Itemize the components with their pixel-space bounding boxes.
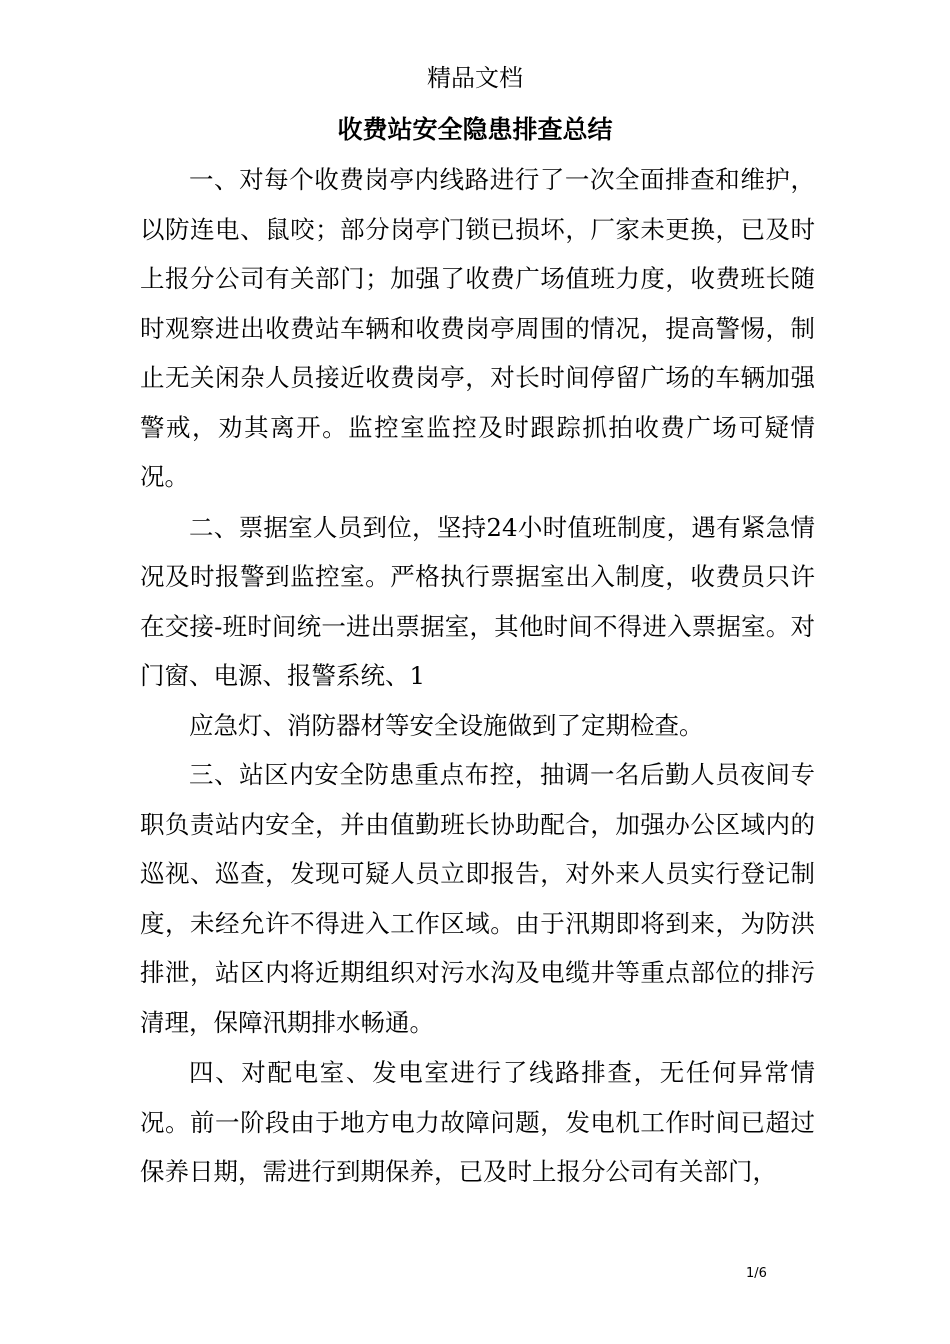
document-body	[140, 155, 815, 1197]
document-title: 收费站安全隐患排查总结	[337, 115, 613, 144]
paragraph-3: 应急灯、消防器材等安全设施做到了定期检查。	[189, 710, 704, 740]
paragraph-5: 四、对配电室、发电室进行了线路排查，无任何异常情况。前一阶段由于地方电力故障问题，发电机工作时间已超过保养日期，需进行到期保养，已及时上报分公司有关部门，	[140, 1058, 815, 1186]
page-header: 精品文档	[427, 64, 523, 92]
paragraph-4: 三、站区内安全防患重点布控，抽调一名后勤人员夜间专职负责站内安全，并由值勤班长协助配合，加强办公区域内的巡视、巡查，发现可疑人员立即报告，对外来人员实行登记制度，未经允许不得进入工作区域。由于汛期即将到来，为防洪排泄，站区内将近期组织对污水沟及电缆井等重点部位的排污清理，保障汛期排水畅通。	[140, 760, 815, 1037]
paragraph-2: 二、票据室人员到位，坚持24小时值班制度，遇有紧急情况及时报警到监控室。严格执行票据室出入制度，收费员只许在交接-班时间统一进出票据室，其他时间不得进入票据室。对门窗、电源、报警系统、1	[140, 512, 815, 690]
page-number: 1/6	[746, 1266, 767, 1281]
paragraph-1: 一、对每个收费岗亭内线路进行了一次全面排查和维护，以防连电、鼠咬；部分岗亭门锁已损坏，厂家未更换，已及时上报分公司有关部门；加强了收费广场值班力度，收费班长随时观察进出收费站车辆和收费岗亭周围的情况，提高警惕，制止无关闲杂人员接近收费岗亭，对长时间停留广场的车辆加强警戒，劝其离开。监控室监控及时跟踪抓拍收费广场可疑情况。	[140, 165, 815, 491]
